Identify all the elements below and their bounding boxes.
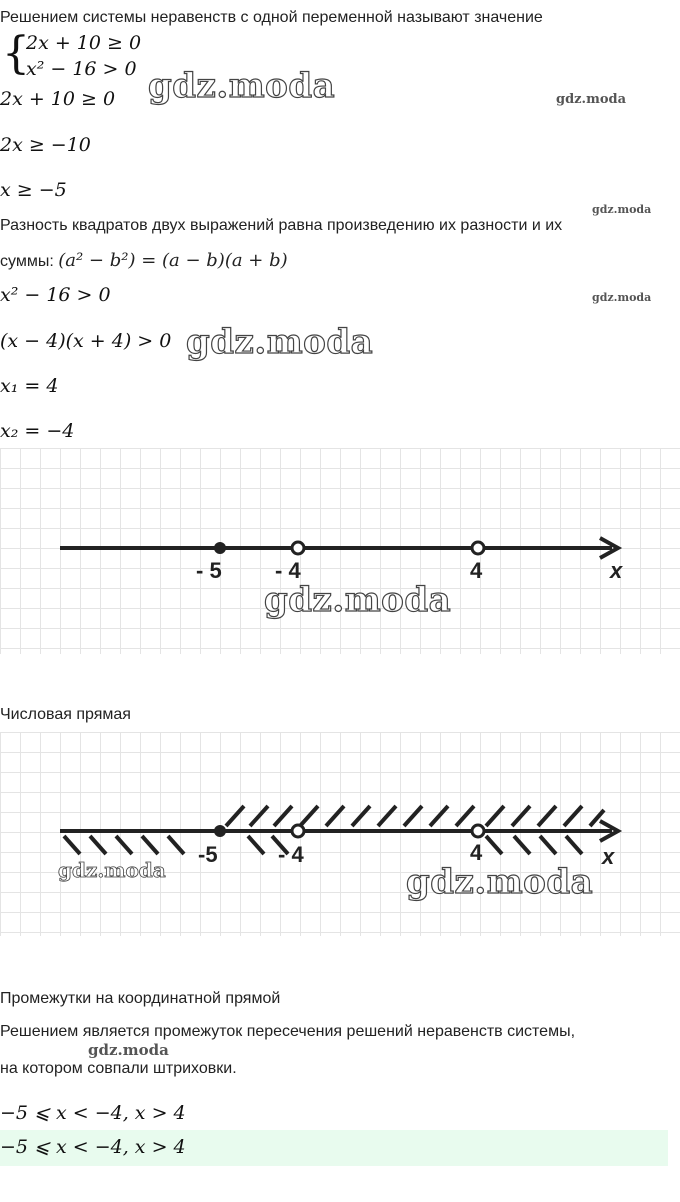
watermark-small: gdz.moda — [556, 92, 627, 107]
point-minus4-open — [292, 542, 304, 554]
watermark-small: gdz.moda — [58, 858, 166, 882]
step-5: (x − 4)(x + 4) > 0 — [0, 330, 172, 352]
watermark-small: gdz.moda — [88, 1041, 169, 1059]
watermark-small: gdz.moda — [592, 291, 652, 304]
rule-line-1: Разность квадратов двух выражений равна произведению их разности и их — [0, 217, 563, 234]
step-6: x₁ = 4 — [0, 375, 59, 397]
hatch-right — [226, 806, 604, 826]
step-7: x₂ = −4 — [0, 420, 75, 442]
point-minus4-open-2 — [292, 825, 304, 837]
number-line-figure-2 — [0, 732, 680, 936]
step-1: 2x + 10 ≥ 0 — [0, 88, 116, 110]
watermark-small: gdz.moda — [592, 203, 652, 216]
caption-1: Числовая прямая — [0, 706, 131, 723]
number-line-2-svg — [0, 732, 680, 936]
rule-line-2-text: суммы: — [0, 253, 59, 270]
conclusion-line-2: на котором совпали штриховки. — [0, 1060, 237, 1077]
number-line-figure-1 — [0, 448, 680, 654]
step-2: 2x ≥ −10 — [0, 134, 91, 156]
system-line-1: 2x + 10 ≥ 0 — [26, 32, 142, 54]
step-3: x ≥ −5 — [0, 179, 67, 201]
label2-minus4: - 4 — [278, 842, 304, 867]
label-x: x — [610, 558, 623, 583]
system-brace: { — [2, 28, 30, 79]
point-minus5-filled — [214, 542, 226, 554]
watermark-logo: gdz.moda — [264, 580, 452, 620]
watermark-logo: gdz.moda — [148, 66, 336, 106]
hatch-left — [64, 836, 582, 854]
point-4-open — [472, 542, 484, 554]
watermark-logo: gdz.moda — [406, 862, 594, 902]
label2-x: x — [602, 844, 615, 869]
label2-4: 4 — [470, 840, 483, 865]
label2-minus5: -5 — [198, 842, 218, 867]
result-line: −5 ⩽ x < −4, x > 4 — [0, 1102, 186, 1124]
answer-box — [0, 1130, 668, 1166]
step-4: x² − 16 > 0 — [0, 284, 111, 306]
number-line-1-svg — [0, 448, 680, 654]
conclusion-line-1: Решением является промежуток пересечения решений неравенств системы, — [0, 1023, 576, 1040]
label-minus5: - 5 — [196, 558, 222, 583]
rule-line-2 — [0, 251, 288, 272]
system-line-2: x² − 16 > 0 — [26, 58, 137, 80]
answer-text: −5 ⩽ x < −4, x > 4 — [0, 1136, 186, 1158]
rule-formula: (a² − b²) = (a − b)(a + b) — [58, 250, 288, 271]
intro-text: Решением системы неравенств с одной переменной называют значение — [0, 9, 543, 26]
point-minus5-filled-2 — [214, 825, 226, 837]
point-4-open-2 — [472, 825, 484, 837]
caption-2: Промежутки на координатной прямой — [0, 990, 281, 1007]
label-minus4: - 4 — [275, 558, 301, 583]
label-4: 4 — [470, 558, 483, 583]
watermark-logo: gdz.moda — [186, 322, 374, 362]
